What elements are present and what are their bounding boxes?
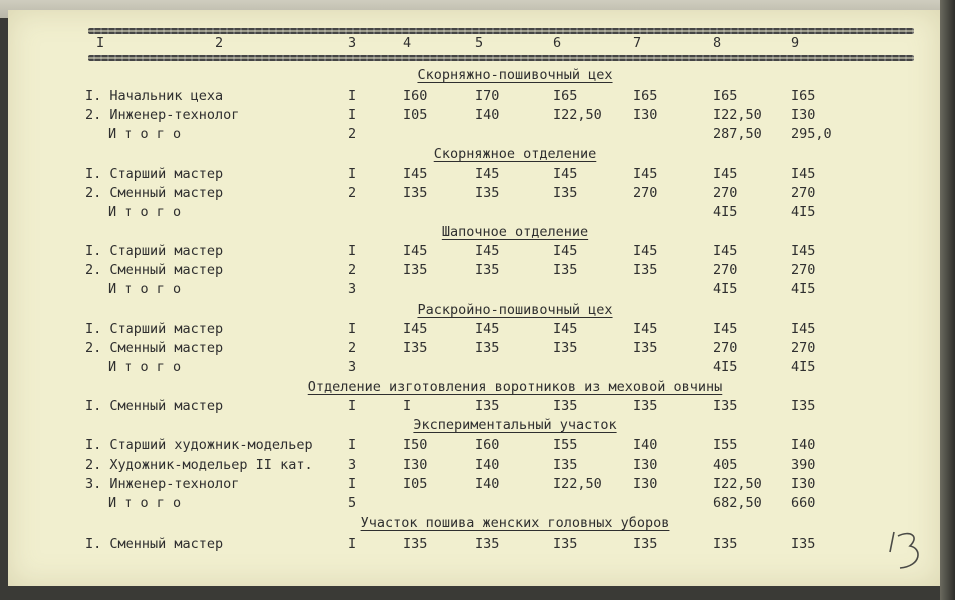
table-cell: I60 xyxy=(475,437,500,453)
table-cell: I45 xyxy=(475,243,500,259)
table-cell: 270 xyxy=(713,262,738,278)
position-name: I. Начальник цеха xyxy=(85,88,224,104)
table-cell: I30 xyxy=(633,476,658,492)
table-cell: I45 xyxy=(475,166,500,182)
table-cell: 660 xyxy=(791,495,816,511)
table-cell: 4I5 xyxy=(713,359,738,375)
table-cell: I35 xyxy=(633,262,658,278)
table-cell: 2 xyxy=(348,262,357,278)
position-name: 2. Сменный мастер xyxy=(85,185,224,201)
table-cell: I40 xyxy=(475,107,500,123)
position-name: И т о г о xyxy=(108,495,182,511)
table-cell: I45 xyxy=(633,243,658,259)
table-cell: I40 xyxy=(633,437,658,453)
table-cell: I35 xyxy=(475,262,500,278)
header-top-rule xyxy=(88,28,914,34)
table-cell: I35 xyxy=(553,185,578,201)
table-cell: I45 xyxy=(791,243,816,259)
table-cell: I35 xyxy=(553,262,578,278)
column-header-4: 4 xyxy=(403,35,412,51)
table-cell: I50 xyxy=(403,437,428,453)
table-cell: I30 xyxy=(633,457,658,473)
section-title: Скорняжное отделение xyxy=(433,146,597,162)
table-cell: I45 xyxy=(553,166,578,182)
position-name: I. Старший художник-модельер xyxy=(85,437,313,453)
table-cell: 295,0 xyxy=(791,126,832,142)
position-name: 3. Инженер-технолог xyxy=(85,476,240,492)
table-cell: I35 xyxy=(475,398,500,414)
position-name: I. Сменный мастер xyxy=(85,536,224,552)
table-cell: I xyxy=(348,107,357,123)
table-cell: 390 xyxy=(791,457,816,473)
table-cell: 3 xyxy=(348,457,357,473)
column-header-2: 2 xyxy=(215,35,224,51)
table-cell: I65 xyxy=(633,88,658,104)
table-cell: I xyxy=(348,437,357,453)
table-cell: I45 xyxy=(403,243,428,259)
table-cell: I35 xyxy=(633,536,658,552)
table-cell: I35 xyxy=(475,340,500,356)
section-title: Раскройно-пошивочный цех xyxy=(417,302,613,318)
section-title: Отделение изготовления воротников из меховой овчины xyxy=(307,379,723,395)
position-name: И т о г о xyxy=(108,126,182,142)
table-cell: 270 xyxy=(791,262,816,278)
position-name: 2. Инженер-технолог xyxy=(85,107,240,123)
table-cell: I35 xyxy=(553,457,578,473)
table-cell: I35 xyxy=(791,398,816,414)
section-title: Шапочное отделение xyxy=(441,224,589,240)
table-cell: I65 xyxy=(553,88,578,104)
table-cell: I70 xyxy=(475,88,500,104)
table-cell: I45 xyxy=(553,243,578,259)
table-cell: I40 xyxy=(475,457,500,473)
position-name: 2. Сменный мастер xyxy=(85,262,224,278)
table-cell: I35 xyxy=(633,398,658,414)
table-cell: I35 xyxy=(553,340,578,356)
table-cell: I05 xyxy=(403,476,428,492)
table-cell: I35 xyxy=(713,536,738,552)
table-cell: I xyxy=(348,398,357,414)
table-cell: I45 xyxy=(403,321,428,337)
table-cell: I45 xyxy=(791,166,816,182)
column-header-6: 6 xyxy=(553,35,562,51)
column-header-8: 8 xyxy=(713,35,722,51)
table-cell: I35 xyxy=(791,536,816,552)
position-name: 2. Сменный мастер xyxy=(85,340,224,356)
table-cell: I35 xyxy=(713,398,738,414)
position-name: И т о г о xyxy=(108,204,182,220)
table-cell: 270 xyxy=(791,185,816,201)
table-cell: 405 xyxy=(713,457,738,473)
section-title: Скорняжно-пошивочный цех xyxy=(417,67,613,83)
table-cell: I05 xyxy=(403,107,428,123)
table-cell: 3 xyxy=(348,359,357,375)
table-cell: I22,50 xyxy=(553,476,602,492)
table-cell: 2 xyxy=(348,185,357,201)
column-header-5: 5 xyxy=(475,35,484,51)
table-cell: I30 xyxy=(791,107,816,123)
table-cell: 4I5 xyxy=(791,281,816,297)
position-name: I. Старший мастер xyxy=(85,321,224,337)
position-name: I. Старший мастер xyxy=(85,166,224,182)
table-cell: 4I5 xyxy=(791,359,816,375)
table-cell: I40 xyxy=(791,437,816,453)
column-header-9: 9 xyxy=(791,35,800,51)
table-cell: I xyxy=(348,88,357,104)
table-cell: I35 xyxy=(475,536,500,552)
table-cell: I22,50 xyxy=(713,476,762,492)
position-name: И т о г о xyxy=(108,359,182,375)
table-cell: 2 xyxy=(348,126,357,142)
table-cell: I22,50 xyxy=(713,107,762,123)
table-cell: I45 xyxy=(713,166,738,182)
table-cell: I xyxy=(403,398,412,414)
table-cell: I35 xyxy=(403,536,428,552)
table-cell: I55 xyxy=(553,437,578,453)
table-cell: 4I5 xyxy=(791,204,816,220)
table-cell: 270 xyxy=(633,185,658,201)
position-name: И т о г о xyxy=(108,281,182,297)
column-header-3: 3 xyxy=(348,35,357,51)
table-cell: I xyxy=(348,243,357,259)
table-cell: I xyxy=(348,321,357,337)
table-cell: 4I5 xyxy=(713,281,738,297)
table-cell: 287,50 xyxy=(713,126,762,142)
table-cell: 3 xyxy=(348,281,357,297)
table-cell: 5 xyxy=(348,495,357,511)
position-name: 2. Художник-модельер II кат. xyxy=(85,457,313,473)
table-cell: I35 xyxy=(553,536,578,552)
table-cell: I30 xyxy=(633,107,658,123)
table-cell: I35 xyxy=(633,340,658,356)
column-header-7: 7 xyxy=(633,35,642,51)
table-cell: I30 xyxy=(403,457,428,473)
table-cell: I40 xyxy=(475,476,500,492)
table-cell: I45 xyxy=(475,321,500,337)
table-cell: 4I5 xyxy=(713,204,738,220)
table-cell: I35 xyxy=(403,262,428,278)
table-cell: I xyxy=(348,476,357,492)
table-cell: I45 xyxy=(633,321,658,337)
table-cell: I55 xyxy=(713,437,738,453)
table-cell: 2 xyxy=(348,340,357,356)
table-cell: I35 xyxy=(475,185,500,201)
table-cell: I65 xyxy=(791,88,816,104)
table-cell: I35 xyxy=(553,398,578,414)
table-cell: I xyxy=(348,536,357,552)
table-cell: I30 xyxy=(791,476,816,492)
table-cell: I35 xyxy=(403,185,428,201)
section-title: Участок пошива женских головных уборов xyxy=(360,515,670,531)
table-cell: I45 xyxy=(553,321,578,337)
binding-shadow xyxy=(940,0,955,600)
header-bottom-rule xyxy=(88,55,914,61)
table-cell: I60 xyxy=(403,88,428,104)
table-cell: I65 xyxy=(713,88,738,104)
table-cell: I45 xyxy=(713,321,738,337)
table-cell: I45 xyxy=(633,166,658,182)
table-cell: 270 xyxy=(713,340,738,356)
table-cell: I45 xyxy=(713,243,738,259)
column-header-1: I xyxy=(96,35,105,51)
table-cell: I22,50 xyxy=(553,107,602,123)
table-cell: I45 xyxy=(791,321,816,337)
table-cell: 682,50 xyxy=(713,495,762,511)
position-name: I. Сменный мастер xyxy=(85,398,224,414)
position-name: I. Старший мастер xyxy=(85,243,224,259)
section-title: Экспериментальный участок xyxy=(413,417,617,433)
table-cell: I35 xyxy=(403,340,428,356)
handwritten-page-number-icon xyxy=(884,528,928,574)
table-cell: 270 xyxy=(791,340,816,356)
table-cell: 270 xyxy=(713,185,738,201)
table-cell: I xyxy=(348,166,357,182)
table-cell: I45 xyxy=(403,166,428,182)
